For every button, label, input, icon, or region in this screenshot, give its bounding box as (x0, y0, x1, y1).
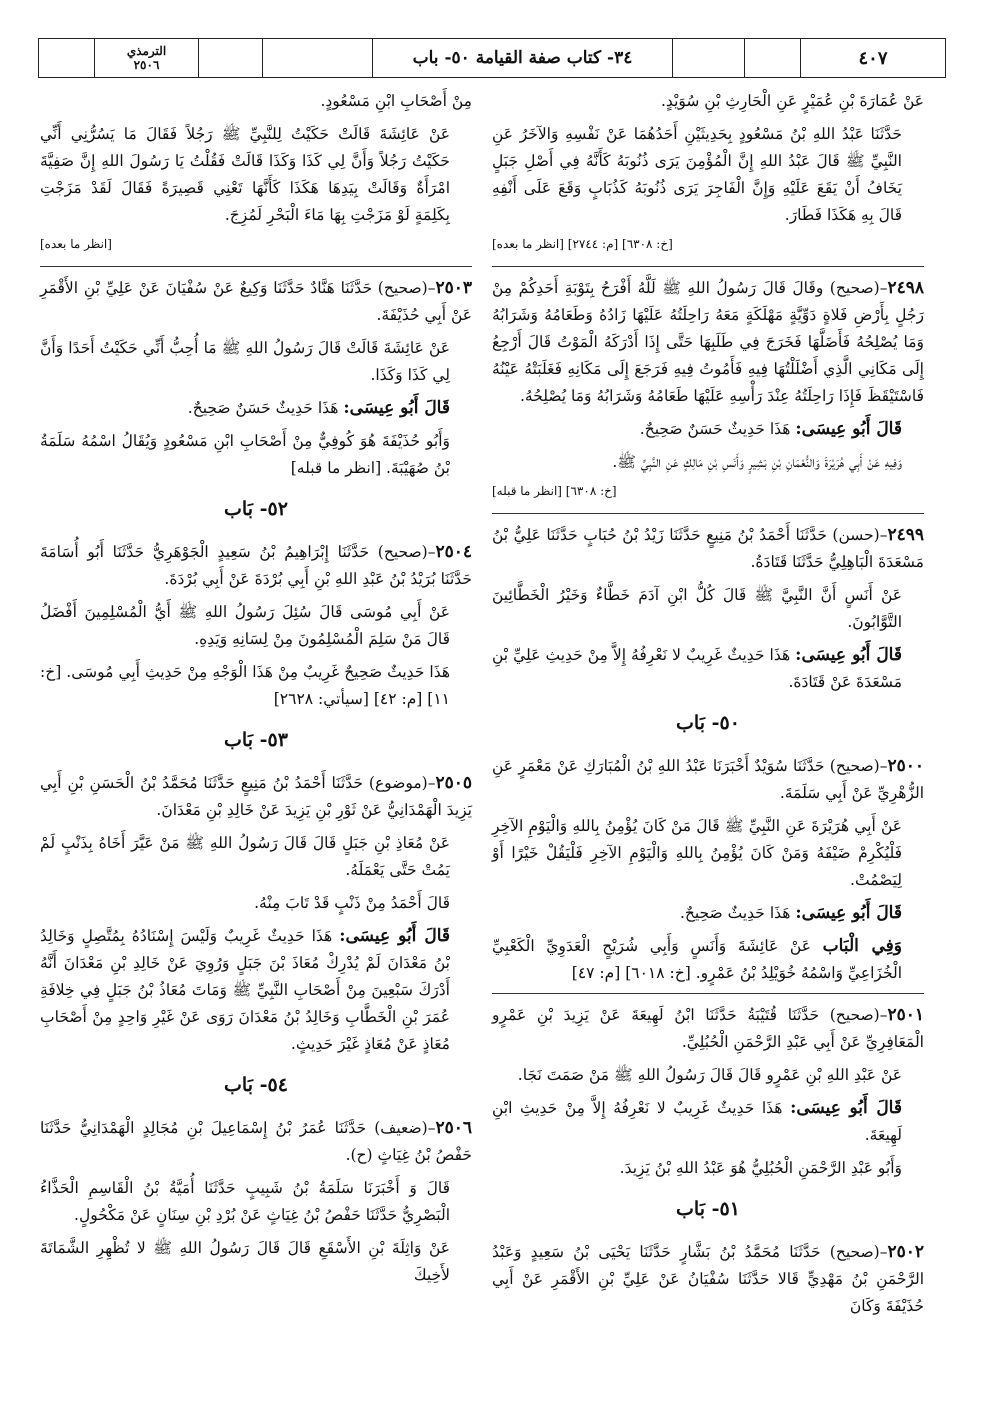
hadith-paragraph (492, 522, 924, 576)
hadith-text: –(صحيح) حَدَّثَنَا مُحَمَّدُ بْنُ بَشَّارٍ حَدَّثَنَا يَحْيَى بْنُ سَعِيدٍ وَعَبْدُ الرَّحْمَنِ بْنُ مَهْدِيٍّ قَالا حَدَّثَنَا سُفْيَانُ عَنْ عَلِيِّ بْنِ الأَقْمَرِ عَنْ أَبِي حُذَيْفَةَ وَكَانَ (492, 1243, 924, 1315)
hadith-number: ٢٥٠٢ (887, 1242, 924, 1262)
text-paragraph: حَدَّثَنَا عَبْدُ اللهِ بْنُ مَسْعُودٍ بِحَدِيثَيْنِ أَحَدُهُمَا عَنْ نَفْسِهِ وَالآخَرُ عَنِ النَّبِيِّ ﷺ قَالَ عَبْدُ اللهِ إِنَّ الْمُؤْمِنَ يَرَى ذُنُوبَهُ كَأَنَّهُ فِي أَصْلِ جَبَلٍ يَخَافُ أَنْ يَقَعَ عَلَيْهِ وَإِنَّ الْفَاجِرَ يَرَى ذُنُوبَهُ كَذُبَابٍ وَقَعَ عَلَى أَنْفِهِ قَالَ بِهِ هَكَذَا فَطَارَ. (492, 125, 902, 224)
text-paragraph: عَنْ وَاثِلَةَ بْنِ الأَسْقَعِ قَالَ قَالَ رَسُولُ اللهِ ﷺ لا تُظْهِرِ الشَّمَاتَةَ لأَخِيكَ (40, 1239, 450, 1284)
chapter-heading: ٥٠- بَاب (676, 712, 740, 734)
cross-reference: [خ: ٦٣٠٨] [م: ٢٧٤٤] [انظر ما بعده] (492, 237, 673, 251)
cross-reference: [خ: ٦٣٠٨] [انظر ما قبله] (492, 484, 617, 498)
text-paragraph: عَنْ أَبِي هُرَيْرَةَ عَنِ النَّبِيِّ ﷺ قَالَ مَنْ كَانَ يُؤْمِنُ بِاللهِ وَالْيَوْمِ الآخِرِ فَلْيُكْرِمْ ضَيْفَهُ وَمَنْ كَانَ يُؤْمِنُ بِاللهِ وَالْيَوْمِ الآخِرِ فَلْيَقُلْ خَيْرًا أَوْ لِيَصْمُتْ. (492, 817, 902, 889)
hadith-paragraph (492, 1239, 924, 1320)
hadith-paragraph (492, 275, 924, 410)
hadith-number: ٢٥٠٥ (435, 773, 472, 793)
book-name: الترمذي (126, 44, 167, 58)
text-paragraph: وَفِيهِ عَنْ أَبِي هُرَيْرَةَ وَالنُّعْمَانِ بْنِ بَشِيرٍ وَأَنَسِ بْنِ مَالِكٍ عَنِ النَّبِيِّ ﷺ. (612, 453, 902, 471)
commentary-text: عَنْ عَائِشَةَ وَأَنَسٍ وَأَبِي شُرَيْحٍ الْعَدَوِيِّ الْكَعْبِيِّ الْخُزَاعِيِّ وَاسْمُهُ خُوَيْلِدُ بْنُ عَمْرٍو. [خ: ٦٠١٨] [م: ٤٧] (492, 937, 902, 982)
chapter-heading: ٥٢- بَاب (224, 498, 288, 520)
hadith-text: –(صحيح) حَدَّثَنَا إِبْرَاهِيمُ بْنُ سَعِيدٍ الْجَوْهَرِيُّ حَدَّثَنَا أَبُو أُسَامَةَ حَدَّثَنَا بُرَيْدُ بْنُ عَبْدِ اللهِ بْنِ أَبِي بُرْدَةَ عَنْ أَبِي بُرْدَةَ. (40, 543, 472, 588)
chapter-heading: ٥٣- بَاب (224, 729, 288, 751)
header-empty-cell (39, 39, 95, 77)
hadith-text: –(صحيح) حَدَّثَنَا هَنَّادٌ حَدَّثَنَا وَكِيعٌ عَنْ سُفْيَانَ عَنْ عَلِيِّ بْنِ الأَقْمَرِ عَنْ أَبِي حُذَيْفَةَ. (40, 279, 472, 324)
text-paragraph: عَنْ عُمَارَةَ بْنِ عُمَيْرٍ عَنِ الْحَارِثِ بْنِ سُوَيْدٍ. (661, 92, 924, 110)
header-empty-cell (263, 39, 373, 77)
hadith-number: ٢٥٠٤ (435, 542, 472, 562)
commentary-text: هَذَا حَدِيثٌ غَرِيبٌ لا نَعْرِفُهُ إِلاَّ مِنْ حَدِيثِ ابْنِ لَهِيعَةَ. (492, 1099, 902, 1144)
commentary-label: قَالَ أَبُو عِيسَى: (795, 419, 902, 439)
commentary-paragraph (492, 1095, 924, 1149)
hadith-paragraph (40, 770, 472, 824)
commentary-paragraph (492, 900, 924, 927)
text-paragraph: قَالَ وَ أَخْبَرَنَا سَلَمَةُ بْنُ شَبِيبٍ حَدَّثَنَا أُمَيَّةُ بْنُ الْقَاسِمِ الْحَذَّاءُ الْبَصْرِيُّ حَدَّثَنَا حَفْصُ بْنُ غِيَاثٍ عَنْ بُرْدِ بْنِ سِنَانٍ عَنْ مَكْحُولٍ. (40, 1179, 450, 1224)
text-paragraph: عَنْ عَائِشَةَ قَالَتْ حَكَيْتُ لِلنَّبِيِّ ﷺ رَجُلاً فَقَالَ مَا يَسُرُّنِي أَنِّي حَكَيْتُ رَجُلاً وَأَنَّ لِي كَذَا وَكَذَا قَالَتْ فَقُلْتُ يَا رَسُولَ اللهِ إِنَّ صَفِيَّةَ امْرَأَةٌ وَقَالَتْ بِيَدِهَا هَكَذَا كَأَنَّهَا تَعْنِي قَصِيرَةً فَقَالَ لَقَدْ مَزَجْتِ بِكَلِمَةٍ لَوْ مَزَجْتِ بِهَا مَاءَ الْبَحْرِ لَمُزِجَ. (40, 125, 450, 224)
hadith-number: ٢٥٠٣ (435, 278, 472, 298)
section-divider (492, 993, 924, 994)
commentary-label: قَالَ أَبُو عِيسَى: (339, 926, 450, 946)
text-paragraph: هَذَا حَدِيثٌ صَحِيحٌ غَرِيبٌ مِنْ هَذَا الْوَجْهِ مِنْ حَدِيثِ أَبِي مُوسَى. [خ: ١١] [م: ٤٢] [سيأتي: ٢٦٢٨] (40, 663, 450, 708)
commentary-paragraph (492, 642, 924, 696)
commentary-label: قَالَ أَبُو عِيسَى: (790, 1098, 902, 1118)
hadith-number: ٢٥٠١ (887, 1005, 924, 1025)
text-paragraph: وَأَبُو عَبْدِ الرَّحْمَنِ الْحُبُلِيُّ هُوَ عَبْدُ اللهِ بْنُ يَزِيدَ. (619, 1159, 902, 1177)
hadith-text: –(صحيح) وقَالَ قَالَ رَسُولُ اللهِ ﷺ لَلَّهُ أَفْرَحُ بِتَوْبَةِ أَحَدِكُمْ مِنْ رَجُلٍ بِأَرْضِ فَلاةٍ دَوِّيَّةٍ مَهْلَكَةٍ مَعَهُ رَاحِلَتُهُ عَلَيْهَا زَادُهُ وَطَعَامُهُ وَشَرَابُهُ وَمَا يُصْلِحُهُ فَأَضَلَّهَا فَخَرَجَ فِي طَلَبِهَا حَتَّى إِذَا أَدْرَكَهُ الْمَوْتُ قَالَ أَرْجِعُ إِلَى مَكَانِي الَّذِي أَضْلَلْتُهَا فِيهِ فَأَمُوتُ فِيهِ فَرَجَعَ إِلَى مَكَانِهِ فَغَلَبَتْهُ عَيْنُهُ فَاسْتَيْقَظَ فَإِذَا رَاحِلَتُهُ عِنْدَ رَأْسِهِ عَلَيْهَا طَعَامُهُ وَشَرَابُهُ وَمَا يُصْلِحُهُ. (492, 279, 924, 405)
text-paragraph: وَأَبُو حُذَيْفَةَ هُوَ كُوفِيٌّ مِنْ أَصْحَابِ ابْنِ مَسْعُودٍ وَيُقَالُ اسْمُهُ سَلَمَةُ بْنُ صُهَيْبَةَ. [انظر ما قبله] (40, 432, 450, 477)
hadith-paragraph (40, 1115, 472, 1169)
commentary-label: وَفِي الْبَاب (822, 936, 902, 956)
commentary-text: هَذَا حَدِيثٌ غَرِيبٌ لا نَعْرِفُهُ إِلاَّ مِنْ حَدِيثِ عَلِيِّ بْنِ مَسْعَدَةَ عَنْ قَتَادَةَ. (492, 646, 902, 691)
commentary-paragraph (40, 923, 472, 1058)
hadith-text: –(ضعيف) حَدَّثَنَا عُمَرُ بْنُ إِسْمَاعِيلَ بْنِ مُجَالِدٍ الْهَمْدَانِيُّ حَدَّثَنَا حَفْصُ بْنُ غِيَاثٍ (ح). (40, 1119, 472, 1164)
commentary-paragraph (40, 395, 472, 422)
commentary-text: هَذَا حَدِيثٌ غَرِيبٌ وَلَيْسَ إِسْنَادُهُ بِمُتَّصِلٍ وَخَالِدُ بْنُ مَعْدَانَ لَمْ يُدْرِكْ مُعَاذَ بْنَ جَبَلٍ وَرُوِيَ عَنْ خَالِدِ بْنِ مَعْدَانَ أَنَّهُ أَدْرَكَ سَبْعِينَ مِنْ أَصْحَابِ النَّبِيِّ ﷺ وَمَاتَ مُعَاذُ بْنُ جَبَلٍ فِي خِلافَةِ عُمَرَ بْنِ الْخَطَّابِ وَخَالِدُ بْنُ مَعْدَانَ رَوَى عَنْ غَيْرِ وَاحِدٍ مِنْ أَصْحَابِ مُعَاذٍ عَنْ مُعَاذٍ غَيْرَ حَدِيثٍ. (40, 927, 450, 1053)
hadith-text: –(صحيح) حَدَّثَنَا سُوَيْدٌ أَخْبَرَنَا عَبْدُ اللهِ بْنُ الْمُبَارَكِ عَنْ مَعْمَرٍ عَنِ الزُّهْرِيِّ عَنْ أَبِي سَلَمَةَ. (492, 757, 924, 802)
hadith-number: ٢٤٩٩ (887, 525, 924, 545)
chapter-heading: ٥٤- بَاب (224, 1074, 288, 1096)
text-paragraph: عَنْ عَبْدِ اللهِ بْنِ عَمْرٍو قَالَ قَالَ رَسُولُ اللهِ ﷺ مَنْ صَمَتَ نَجَا. (517, 1066, 902, 1084)
hadith-text: –(صحيح) حَدَّثَنَا قُتَيْبَةُ حَدَّثَنَا ابْنُ لَهِيعَةَ عَنْ يَزِيدَ بْنِ عَمْرٍو الْمَعَافِرِيِّ عَنْ أَبِي عَبْدِ الرَّحْمَنِ الْحُبُلِيِّ. (492, 1006, 924, 1051)
commentary-paragraph (492, 933, 924, 987)
hadith-number: ٢٥٠٠ (887, 756, 924, 776)
header-empty-cell (673, 39, 745, 77)
text-paragraph: عَنْ أَنَسٍ أَنَّ النَّبِيَّ ﷺ قَالَ كُلُّ ابْنِ آدَمَ خَطَّاءٌ وَخَيْرُ الْخَطَّائِينَ التَّوَّابُونَ. (492, 586, 902, 631)
book-reference-cell (95, 39, 199, 77)
hadith-paragraph (40, 275, 472, 329)
commentary-text: هَذَا حَدِيثٌ صَحِيحٌ. (679, 904, 791, 922)
text-paragraph: قَالَ أَحْمَدُ مِنْ ذَنْبٍ قَدْ تَابَ مِنْهُ. (254, 894, 450, 912)
section-divider (40, 266, 472, 267)
right-text-column (492, 88, 924, 1326)
hadith-number: ٢٤٩٨ (887, 278, 924, 298)
hadith-paragraph (492, 1002, 924, 1056)
hadith-number: ٢٥٠٦ (435, 1118, 472, 1138)
commentary-label: قَالَ أَبُو عِيسَى: (795, 645, 902, 665)
page-number: ٤٠٧ (858, 47, 888, 69)
chapter-title: ٣٤- كتاب صفة القيامة ٥٠- باب (373, 39, 673, 77)
commentary-label: قَالَ أَبُو عِيسَى: (343, 398, 450, 418)
left-text-column (40, 88, 472, 1295)
header-empty-cell (199, 39, 263, 77)
page-header (38, 38, 946, 78)
text-paragraph: عَنْ عَائِشَةَ قَالَتْ قَالَ رَسُولُ اللهِ ﷺ مَا أُحِبُّ أَنِّي حَكَيْتُ أَحَدًا وَأَنَّ لِي كَذَا وَكَذَا. (40, 339, 450, 384)
hadith-paragraph (40, 539, 472, 593)
text-paragraph: عَنْ أَبِي مُوسَى قَالَ سُئِلَ رَسُولُ اللهِ ﷺ أَيُّ الْمُسْلِمِينَ أَفْضَلُ قَالَ مَنْ سَلِمَ الْمُسْلِمُونَ مِنْ لِسَانِهِ وَيَدِهِ. (40, 603, 450, 648)
hadith-text: –(موضوع) حَدَّثَنَا أَحْمَدُ بْنُ مَنِيعٍ حَدَّثَنَا مُحَمَّدُ بْنُ الْحَسَنِ بْنِ أَبِي يَزِيدَ الْهَمْدَانِيُّ عَنْ ثَوْرِ بْنِ يَزِيدَ عَنْ خَالِدِ بْنِ مَعْدَانَ. (40, 774, 472, 819)
chapter-heading: ٥١- بَاب (676, 1198, 740, 1220)
section-divider (492, 513, 924, 514)
commentary-text: هَذَا حَدِيثٌ حَسَنٌ صَحِيحٌ. (639, 420, 791, 438)
text-paragraph: مِنْ أَصْحَابِ ابْنِ مَسْعُودٍ. (320, 92, 472, 110)
hadith-text: –(حسن) حَدَّثَنَا أَحْمَدُ بْنُ مَنِيعٍ حَدَّثَنَا زَيْدُ بْنُ حُبَابٍ حَدَّثَنَا عَلِيُّ بْنُ مَسْعَدَةَ الْبَاهِلِيُّ حَدَّثَنَا قَتَادَةُ. (492, 526, 924, 571)
hadith-paragraph (492, 753, 924, 807)
commentary-text: هَذَا حَدِيثٌ حَسَنٌ صَحِيحٌ. (187, 399, 339, 417)
cross-reference: [انظر ما بعده] (40, 237, 112, 251)
text-paragraph: عَنْ مُعَاذِ بْنِ جَبَلٍ قَالَ قَالَ رَسُولُ اللهِ ﷺ مَنْ عَيَّرَ أَخَاهُ بِذَنْبٍ لَمْ يَمُتْ حَتَّى يَعْمَلَهُ. (40, 834, 450, 879)
commentary-paragraph (492, 416, 924, 443)
hadith-range: ٢٥٠٦ (133, 58, 160, 72)
commentary-label: قَالَ أَبُو عِيسَى: (795, 903, 902, 923)
section-divider (492, 266, 924, 267)
header-empty-cell (745, 39, 801, 77)
